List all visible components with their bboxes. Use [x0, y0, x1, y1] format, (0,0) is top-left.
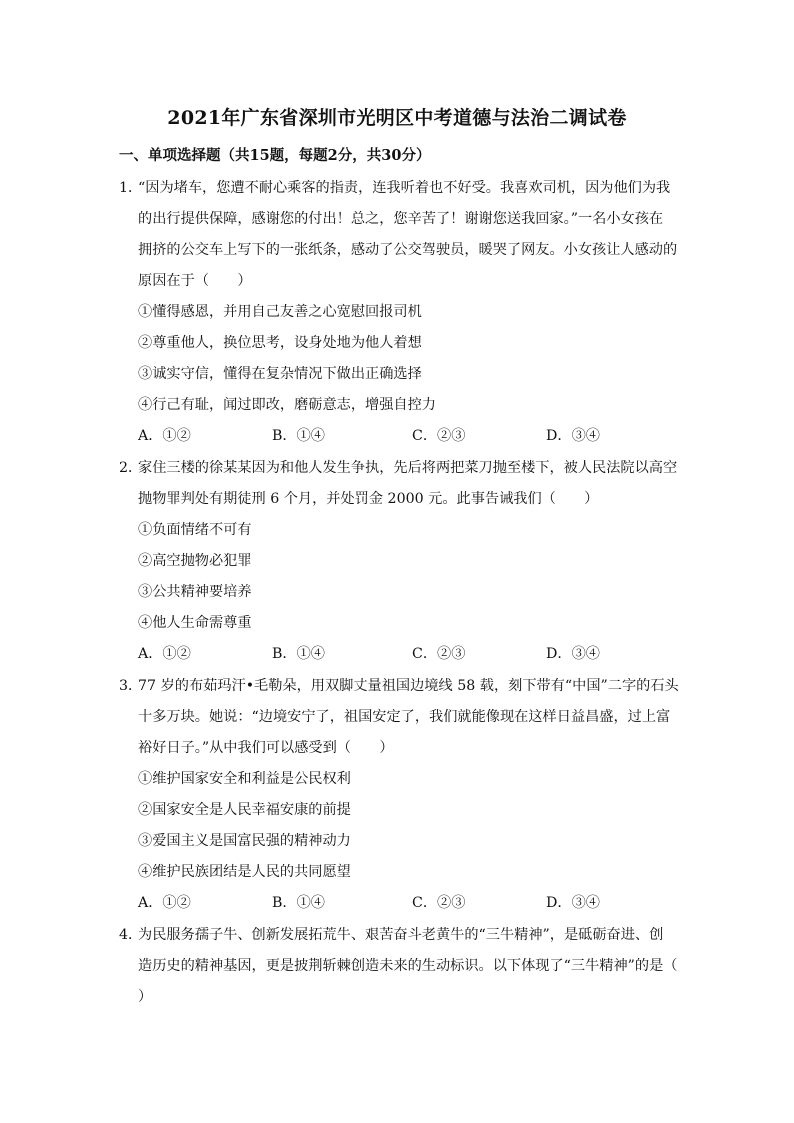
- question-text: ）: [138, 989, 153, 1005]
- statement-item: ②尊重他人，换位思考，设身处地为他人着想: [138, 335, 422, 351]
- question-text: 77 岁的布茹玛汗•毛勒朵，用双脚丈量祖国边境线 58 载，刻下带有“中国”二字的石头: [138, 678, 679, 694]
- statement-item: ④维护民族团结是人民的共同愿望: [138, 864, 351, 880]
- question-text: 抛物罪判处有期徒刑 6 个月，并处罚金 2000 元。此事告诫我们（ ）: [138, 491, 599, 507]
- answer-option-a: A．①②: [138, 428, 191, 444]
- question-text: 原因在于（ ）: [138, 273, 252, 289]
- question-text: 十多万块。她说：“边境安宁了，祖国安定了，我们就能像现在这样日益昌盛，过上富: [138, 709, 671, 725]
- statement-item: ④他人生命需尊重: [138, 615, 252, 631]
- question-text: 家住三楼的徐某某因为和他人发生争执，先后将两把菜刀抛至楼下，被人民法院以高空: [138, 460, 678, 476]
- answer-option-b: B．①④: [272, 646, 325, 662]
- statement-item: ①负面情绪不可有: [138, 522, 252, 538]
- question-text: 为民服务孺子牛、创新发展拓荒牛、艰苦奋斗老黄牛的“三牛精神”，是砥砺奋进、创: [138, 927, 664, 943]
- statement-item: ③诚实守信，懂得在复杂情况下做出正确选择: [138, 366, 422, 382]
- answer-option-a: A．①②: [138, 646, 191, 662]
- answer-option-d: D．③④: [546, 428, 600, 444]
- statement-item: ①维护国家安全和利益是公民权利: [138, 771, 351, 787]
- statement-item: ①懂得感恩，并用自己友善之心宽慰回报司机: [138, 304, 422, 320]
- answer-option-c: C．②③: [412, 428, 466, 444]
- question-text: 的出行提供保障，感谢您的付出！总之，您辛苦了！谢谢您送我回家。”一名小女孩在: [138, 211, 664, 227]
- statement-item: ②高空抛物必犯罪: [138, 553, 252, 569]
- answer-option-c: C．②③: [412, 895, 466, 911]
- question-text: 拥挤的公交车上写下的一张纸条，感动了公交驾驶员，暖哭了网友。小女孩让人感动的: [138, 242, 678, 258]
- answer-option-c: C．②③: [412, 646, 466, 662]
- answer-option-b: B．①④: [272, 895, 325, 911]
- answer-option-a: A．①②: [138, 895, 191, 911]
- answer-option-d: D．③④: [546, 895, 600, 911]
- question-number: 2．: [119, 460, 143, 476]
- answer-option-b: B．①④: [272, 428, 325, 444]
- question-text: 裕好日子。”从中我们可以感受到（ ）: [138, 740, 394, 756]
- question-number: 1．: [119, 180, 143, 196]
- question-text: “因为堵车，您遭不耐心乘客的指责，连我听着也不好受。我喜欢司机，因为他们为我: [138, 180, 671, 196]
- section-heading: 一、单项选择题（共15题，每题2分，共30分）: [119, 147, 431, 164]
- statement-item: ④行己有耻，闻过即改，磨砺意志，增强自控力: [138, 397, 436, 413]
- statement-item: ③爱国主义是国富民强的精神动力: [138, 833, 351, 849]
- page-title: 2021年广东省深圳市光明区中考道德与法治二调试卷: [167, 107, 627, 129]
- question-number: 4．: [119, 927, 143, 943]
- question-text: 造历史的精神基因，更是披荆斩棘创造未来的生动标识。以下体现了“三牛精神”的是（: [138, 958, 678, 974]
- statement-item: ③公共精神要培养: [138, 584, 252, 600]
- question-number: 3．: [119, 678, 143, 694]
- answer-option-d: D．③④: [546, 646, 600, 662]
- statement-item: ②国家安全是人民幸福安康的前提: [138, 802, 351, 818]
